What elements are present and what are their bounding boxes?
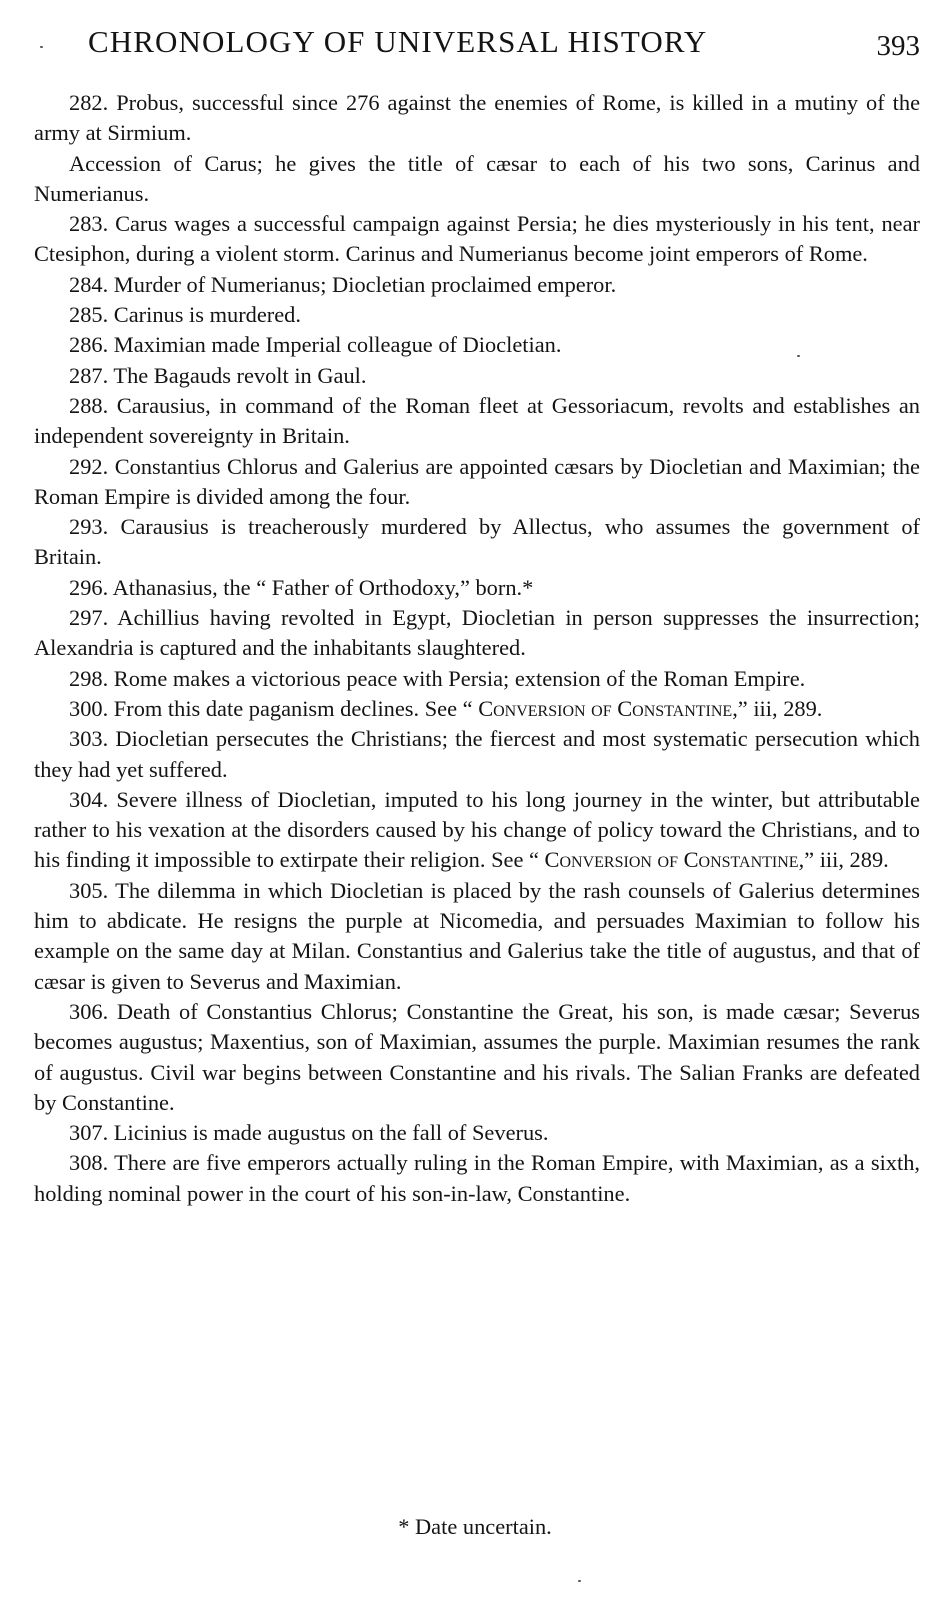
entry-text: From this date paganism declines. See “ <box>113 695 479 721</box>
entry-year: 282. <box>69 90 109 115</box>
page-number: 393 <box>876 30 920 62</box>
chronology-entry <box>34 300 920 330</box>
entry-text: Carausius is treacherously murdered by Allectus, who assumes the government of Britain. <box>34 514 920 570</box>
chronology-entry <box>34 270 920 300</box>
entry-text: The dilemma in which Diocletian is placed by the rash counsels of Galerius determines him to abdicate. He resigns the purple at Nicomedia, and persuades Maximian to follow his example on the same day at Milan. Constantius and Galerius take the title of augustus, and that of cæsar is given to Severus and Maximian. <box>34 877 920 994</box>
chronology-entry <box>34 694 920 724</box>
entry-year: 304. <box>69 786 109 812</box>
entry-text: Death of Constantius Chlorus; Constantine the Great, his son, is made cæsar; Severus becomes augustus; Maxentius, son of Maximian, assumes the purple. Maximian resumes the rank of augustus. Civil war begins between Constantine and his rivals. The Salian Franks are defeated by Constantine. <box>34 998 920 1115</box>
entry-text: Probus, successful since 276 against the enemies of Rome, is killed in a mutiny of the army at Sirmium. <box>34 90 921 146</box>
entry-text: Maximian made Imperial colleague of Diocletian. <box>113 332 562 358</box>
entry-year: 287. <box>69 362 109 388</box>
print-speck <box>40 46 43 48</box>
chronology-entry <box>34 512 920 573</box>
chronology-entry <box>34 724 920 785</box>
entry-year: 298. <box>69 665 109 691</box>
chronology-entry <box>34 1118 920 1148</box>
entry-text: Athanasius, the “ Father of Orthodoxy,” born.* <box>112 574 534 600</box>
chronology-entry <box>34 361 920 391</box>
entry-year: 285. <box>69 302 109 328</box>
entry-text: Carausius, in command of the Roman fleet at Gessoriacum, revolts and establishes an independent sovereignty in Britain. <box>34 392 920 449</box>
entry-text: Accession of Carus; he gives the title of cæsar to each of his two sons, Carinus and Numerianus. <box>34 150 920 206</box>
chronology-entry <box>34 88 920 149</box>
entry-year: 296. <box>69 574 109 600</box>
entry-year: 305. <box>69 877 109 903</box>
entry-text: Licinius is made augustus on the fall of Severus. <box>113 1120 549 1146</box>
chronology-entry <box>34 785 920 876</box>
entry-year: 303. <box>69 726 109 752</box>
chronology-entry <box>34 997 920 1118</box>
entry-year: 300. <box>69 695 109 721</box>
entry-text: Severe illness of Diocletian, imputed to his long journey in the winter, but attributable rather to his vexation at the disorders caused by his change of policy toward the Christians, and to his finding it impossible to extirpate their religion. See “ <box>34 786 920 873</box>
chronology-entry <box>34 209 920 270</box>
reference-location: ,” iii, 289. <box>732 695 823 721</box>
entry-text: Rome makes a victorious peace with Persia; extension of the Roman Empire. <box>113 665 806 691</box>
entry-year: 307. <box>69 1120 109 1146</box>
entry-year: 292. <box>69 453 109 479</box>
chronology-entry <box>34 391 920 452</box>
print-speck <box>797 355 800 357</box>
cross-reference: Conversion of Constantine <box>544 847 799 873</box>
reference-location: ,” iii, 289. <box>798 847 889 873</box>
chronology-entry <box>34 1148 920 1209</box>
entry-text: There are five emperors actually ruling in the Roman Empire, with Maximian, as a sixth, holding nominal power in the court of his son-in-law, Constantine. <box>34 1150 920 1206</box>
chronology-entry <box>34 876 920 997</box>
running-title: CHRONOLOGY OF UNIVERSAL HISTORY <box>88 24 708 59</box>
entry-year: 308. <box>69 1150 109 1176</box>
chronology-entry <box>34 603 920 664</box>
entry-year: 288. <box>69 392 109 418</box>
entry-text: Constantius Chlorus and Galerius are appointed cæsars by Diocletian and Maximian; the Roman Empire is divided among the four. <box>34 453 920 509</box>
chronology-entry <box>34 664 920 694</box>
footnote: * Date uncertain. <box>398 1514 552 1539</box>
chronology-entry <box>34 149 920 210</box>
chronology-entry <box>34 573 920 603</box>
entry-text: Diocletian persecutes the Christians; the fiercest and most systematic persecution which they had yet suffered. <box>34 726 920 782</box>
page-header <box>88 24 920 72</box>
entry-year: 293. <box>69 514 109 540</box>
entry-year: 284. <box>69 271 109 297</box>
chronology-entry <box>34 330 920 360</box>
entry-text: The Bagauds revolt in Gaul. <box>113 362 367 388</box>
entry-text: Murder of Numerianus; Diocletian proclaimed emperor. <box>113 271 617 297</box>
entry-year: 297. <box>69 605 109 631</box>
entry-year: 283. <box>69 211 109 237</box>
entry-text: Achillius having revolted in Egypt, Diocletian in person suppresses the insurrection; Alexandria is captured and the inhabitants slaughtered. <box>34 605 920 661</box>
chronology-entry <box>34 452 920 513</box>
entry-text: Carinus is murdered. <box>113 302 301 328</box>
entry-year: 286. <box>69 332 109 358</box>
print-speck <box>578 1580 581 1582</box>
cross-reference: Conversion of Constantine <box>478 695 733 721</box>
chronology-entries <box>34 88 920 1209</box>
entry-year: 306. <box>69 998 109 1024</box>
entry-text: Carus wages a successful campaign against Persia; he dies mysteriously in his tent, near Ctesiphon, during a violent storm. Carinus and Numerianus become joint emperors of Rome. <box>34 211 920 267</box>
